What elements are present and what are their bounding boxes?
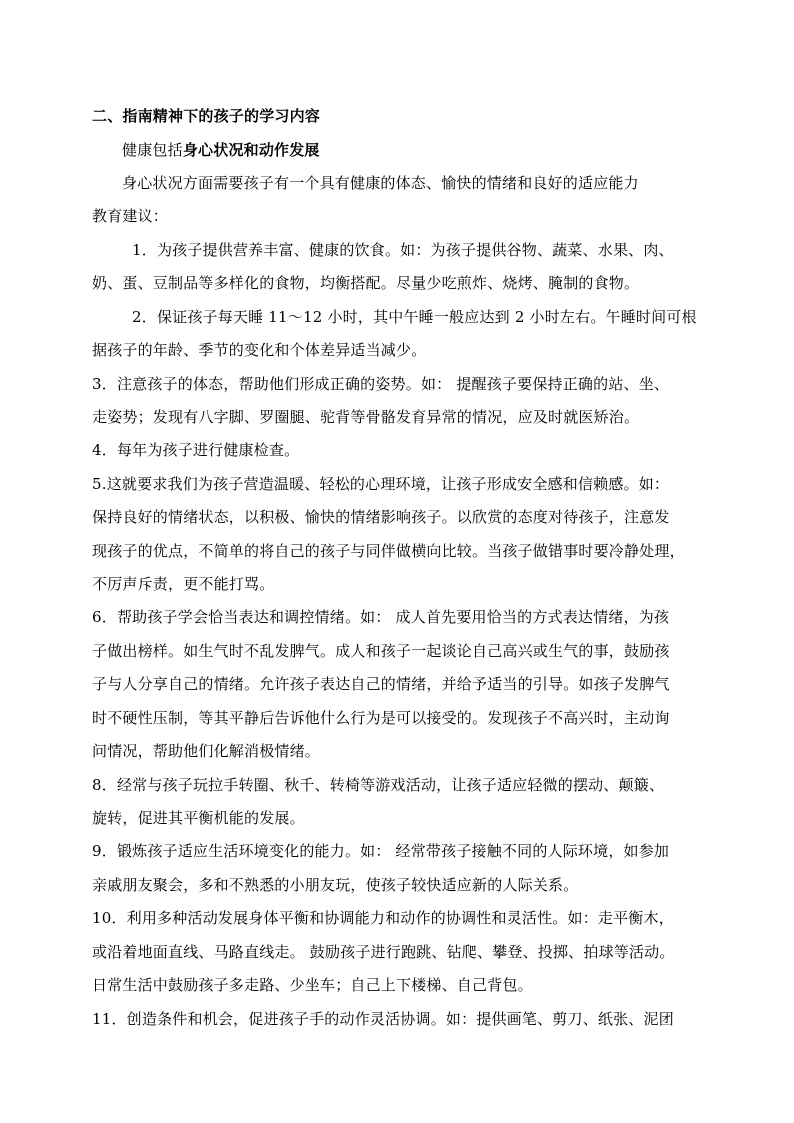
sub-heading-prefix: 健康包括 bbox=[122, 141, 183, 159]
paragraph-line: 4．每年为孩子进行健康检查。 bbox=[92, 441, 300, 459]
sub-heading-bold: 身心状况和动作发展 bbox=[182, 141, 320, 159]
intro-paragraph: 身心状况方面需要孩子有一个具有健康的体态、愉快的情绪和良好的适应能力 bbox=[122, 174, 639, 192]
paragraph-line: 子与人分享自己的情绪。允许孩子表达自己的情绪，并给予适当的引导。如孩子发脾气 bbox=[92, 675, 670, 693]
paragraph-line: 子做出榜样。如生气时不乱发脾气。成人和孩子一起谈论自己高兴或生气的事，鼓励孩 bbox=[92, 642, 670, 660]
paragraph-line: 1．为孩子提供营养丰富、健康的饮食。如：为孩子提供谷物、蔬菜、水果、肉、 bbox=[132, 241, 674, 259]
paragraph-line: 不厉声斥责，更不能打骂。 bbox=[92, 575, 275, 593]
paragraph-line: 亲戚朋友聚会，多和不熟悉的小朋友玩，使孩子较快适应新的人际关系。 bbox=[92, 876, 579, 894]
paragraph-line: 时不硬性压制，等其平静后告诉他什么行为是可以接受的。发现孩子不高兴时，主动询 bbox=[92, 709, 670, 727]
paragraph-line: 6．帮助孩子学会恰当表达和调控情绪。如： 成人首先要用恰当的方式表达情绪，为孩 bbox=[92, 608, 670, 626]
sub-heading bbox=[122, 140, 320, 160]
paragraph-line: 3．注意孩子的体态，帮助他们形成正确的姿势。如： 提醒孩子要保持正确的站、坐、 bbox=[92, 375, 670, 393]
paragraph-line: 11．创造条件和机会，促进孩子手的动作灵活协调。如：提供画笔、剪刀、纸张、泥团 bbox=[92, 1010, 674, 1028]
section-heading: 二、指南精神下的孩子的学习内容 bbox=[92, 107, 321, 125]
paragraph-line: 10．利用多种活动发展身体平衡和协调能力和动作的协调性和灵活性。如：走平衡木， bbox=[92, 909, 674, 927]
paragraph-line: 走姿势；发现有八字脚、罗圈腿、驼背等骨骼发育异常的情况，应及时就医矫治。 bbox=[92, 408, 640, 426]
paragraph-line: 日常生活中鼓励孩子多走路、少坐车；自己上下楼梯、自己背包。 bbox=[92, 976, 533, 994]
paragraph-line: 旋转，促进其平衡机能的发展。 bbox=[92, 809, 305, 827]
paragraph-line: 奶、蛋、豆制品等多样化的食物，均衡搭配。尽量少吃煎炸、烧烤、腌制的食物。 bbox=[92, 274, 640, 292]
paragraph-line: 问情况，帮助他们化解消极情绪。 bbox=[92, 742, 321, 760]
advice-label: 教育建议： bbox=[92, 207, 169, 225]
paragraph-line: 5.这就要求我们为孩子营造温暖、轻松的心理环境，让孩子形成安全感和信赖感。如： bbox=[92, 475, 670, 493]
paragraph-line: 2．保证孩子每天睡 11～12 小时，其中午睡一般应达到 2 小时左右。午睡时间可根 bbox=[132, 308, 697, 326]
paragraph-line: 现孩子的优点，不简单的将自己的孩子与同伴做横向比较。当孩子做错事时要冷静处理， bbox=[92, 542, 685, 560]
paragraph-line: 保持良好的情绪状态，以积极、愉快的情绪影响孩子。以欣赏的态度对待孩子，注意发 bbox=[92, 508, 670, 526]
paragraph-line: 8．经常与孩子玩拉手转圈、秋千、转椅等游戏活动，让孩子适应轻微的摆动、颠簸、 bbox=[92, 776, 665, 794]
paragraph-line: 9．锻炼孩子适应生活环境变化的能力。如： 经常带孩子接触不同的人际环境，如参加 bbox=[92, 842, 670, 860]
paragraph-line: 或沿着地面直线、马路直线走。 鼓励孩子进行跑跳、钻爬、攀登、投掷、拍球等活动。 bbox=[92, 943, 675, 961]
paragraph-line: 据孩子的年龄、季节的变化和个体差异适当减少。 bbox=[92, 341, 427, 359]
